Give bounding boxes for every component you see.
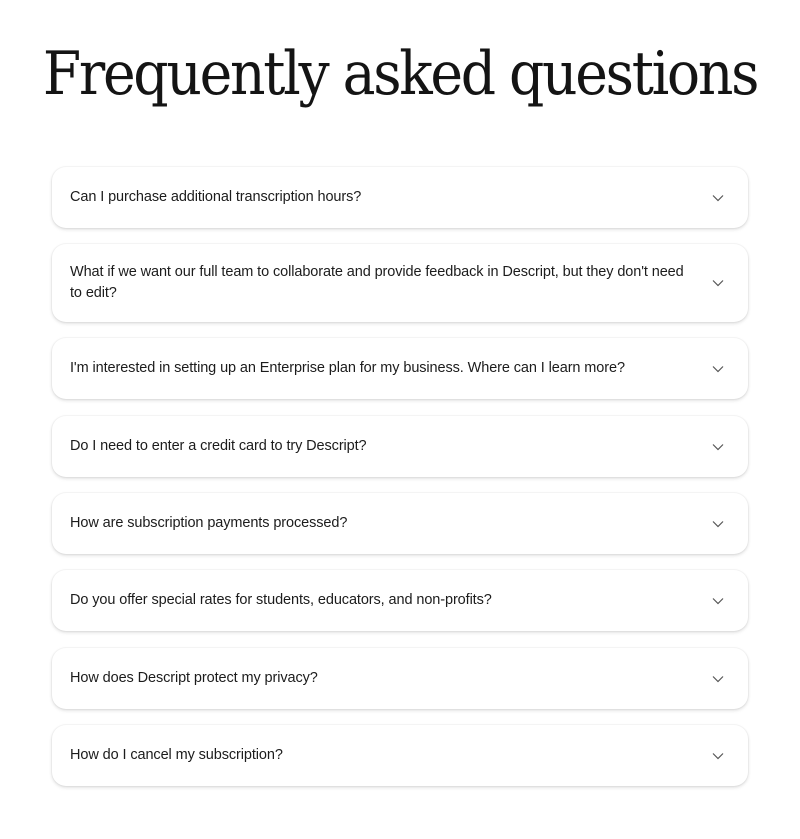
faq-question: How do I cancel my subscription? [70, 747, 283, 763]
faq-item[interactable] [52, 493, 748, 554]
faq-question: What if we want our full team to collaborate and provide feedback in Descript, but they don't need to edit? [70, 264, 684, 301]
chevron-down-icon[interactable] [712, 279, 724, 287]
faq-item[interactable] [52, 570, 748, 631]
faq-question: How does Descript protect my privacy? [70, 670, 318, 686]
chevron-down-icon[interactable] [712, 443, 724, 451]
faq-item[interactable] [52, 725, 748, 786]
chevron-down-icon[interactable] [712, 597, 724, 605]
page-title: Frequently asked questions [42, 39, 758, 109]
faq-item[interactable] [52, 648, 748, 709]
chevron-down-icon[interactable] [712, 752, 724, 760]
faq-question: Can I purchase additional transcription hours? [70, 189, 362, 205]
chevron-down-icon[interactable] [712, 194, 724, 202]
faq-question: I'm interested in setting up an Enterprise plan for my business. Where can I learn more? [70, 360, 625, 376]
faq-item[interactable] [52, 244, 748, 322]
faq-item[interactable] [52, 167, 748, 228]
faq-question: Do I need to enter a credit card to try Descript? [70, 438, 367, 454]
faq-item[interactable] [52, 416, 748, 477]
faq-question: Do you offer special rates for students, educators, and non-profits? [70, 592, 492, 608]
faq-item[interactable] [52, 338, 748, 399]
faq-question: How are subscription payments processed? [70, 515, 348, 531]
chevron-down-icon[interactable] [712, 365, 724, 373]
chevron-down-icon[interactable] [712, 675, 724, 683]
chevron-down-icon[interactable] [712, 520, 724, 528]
